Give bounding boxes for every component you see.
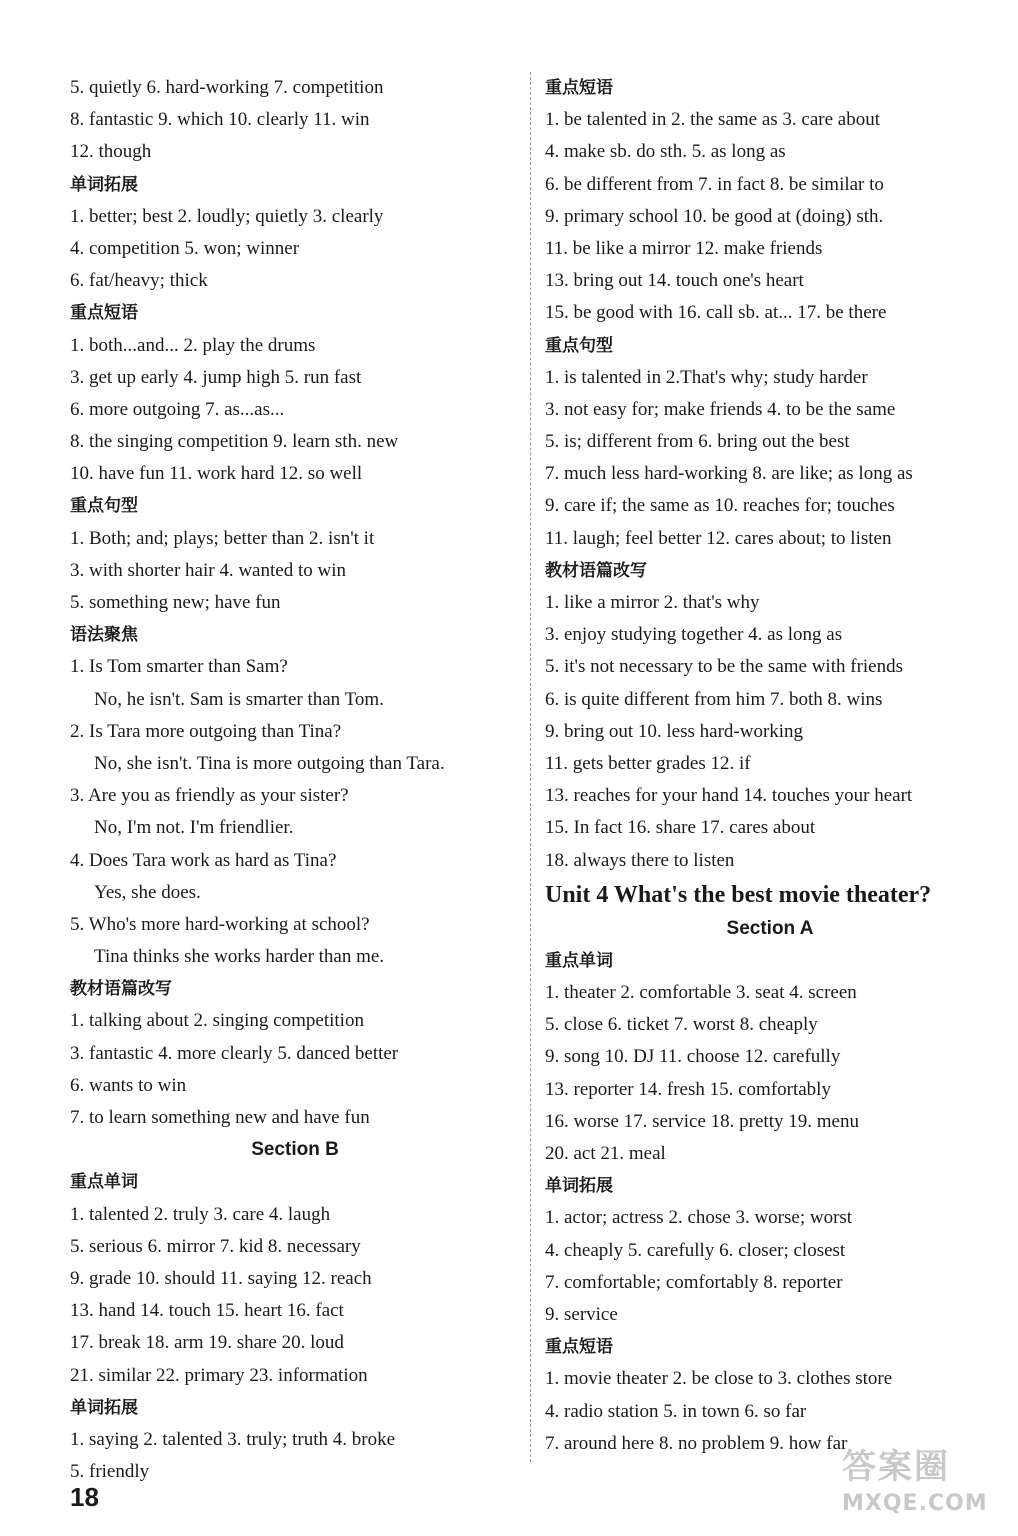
answer-line: 13. reaches for your hand 14. touches your heart bbox=[545, 785, 913, 807]
answer-line: 9. service bbox=[545, 1303, 618, 1325]
answer-line: 3. not easy for; make friends 4. to be the same bbox=[545, 398, 896, 420]
answer-line: 1. theater 2. comfortable 3. seat 4. screen bbox=[545, 982, 857, 1004]
answer-line: 5. something new; have fun bbox=[70, 592, 281, 613]
answer-line: 5. serious 6. mirror 7. kid 8. necessary bbox=[70, 1235, 361, 1257]
answer-line: 1. saying 2. talented 3. truly; truth 4. broke bbox=[70, 1428, 396, 1450]
answer-line: 7. around here 8. no problem 9. how far bbox=[545, 1432, 848, 1454]
answer-line: 5. Who's more hard-working at school? bbox=[70, 913, 370, 935]
section-heading: 重点单词 bbox=[545, 950, 613, 971]
answer-line: 12. though bbox=[70, 141, 152, 163]
answer-line: 6. be different from 7. in fact 8. be similar to bbox=[545, 173, 884, 195]
answer-line: 16. worse 17. service 18. pretty 19. menu bbox=[545, 1110, 859, 1132]
section-heading: 单词拓展 bbox=[545, 1176, 613, 1197]
answer-line-indented: No, he isn't. Sam is smarter than Tom. bbox=[94, 688, 384, 710]
answer-line: 1. talented 2. truly 3. care 4. laugh bbox=[70, 1203, 331, 1225]
answer-line: 1. Both; and; plays; better than 2. isn't it bbox=[70, 527, 375, 549]
right-column bbox=[545, 72, 995, 1460]
answer-line: 5. quietly 6. hard-working 7. competition bbox=[70, 77, 384, 98]
answer-line: 7. to learn something new and have fun bbox=[70, 1107, 370, 1128]
answer-line: 13. hand 14. touch 15. heart 16. fact bbox=[70, 1300, 344, 1322]
answer-line: 1. both...and... 2. play the drums bbox=[70, 334, 316, 356]
answer-line: 4. make sb. do sth. 5. as long as bbox=[545, 141, 786, 163]
answer-line: 4. cheaply 5. carefully 6. closer; closest bbox=[545, 1239, 846, 1261]
answer-line: 1. better; best 2. loudly; quietly 3. clearly bbox=[70, 205, 384, 227]
answer-line: 2. Is Tara more outgoing than Tina? bbox=[70, 720, 342, 742]
answer-line: 5. close 6. ticket 7. worst 8. cheaply bbox=[545, 1014, 818, 1036]
answer-line: 1. actor; actress 2. chose 3. worse; worst bbox=[545, 1207, 853, 1229]
answer-line-indented: Tina thinks she works harder than me. bbox=[94, 946, 385, 968]
answer-line: 9. care if; the same as 10. reaches for; touches bbox=[545, 495, 895, 517]
answer-line: 4. Does Tara work as hard as Tina? bbox=[70, 849, 337, 871]
watermark-url: MXQE.COM bbox=[842, 1491, 988, 1516]
answer-line: 13. reporter 14. fresh 15. comfortably bbox=[545, 1078, 831, 1100]
section-heading: 单词拓展 bbox=[70, 174, 138, 195]
answer-line: 4. radio station 5. in town 6. so far bbox=[545, 1400, 807, 1422]
answer-line: 1. talking about 2. singing competition bbox=[70, 1010, 364, 1032]
answer-line: 1. movie theater 2. be close to 3. clothes store bbox=[545, 1368, 893, 1390]
section-heading: 重点单词 bbox=[70, 1172, 138, 1193]
section-heading: 教材语篇改写 bbox=[545, 560, 647, 581]
watermark-logo-text: 答案圈 bbox=[842, 1447, 950, 1487]
page-number: 18 bbox=[70, 1482, 99, 1512]
answer-line: 17. break 18. arm 19. share 20. loud bbox=[70, 1332, 344, 1354]
section-heading: 单词拓展 bbox=[70, 1397, 138, 1418]
section-heading: 重点短语 bbox=[70, 303, 138, 324]
answer-line: 3. with shorter hair 4. wanted to win bbox=[70, 559, 346, 581]
answer-line: 8. the singing competition 9. learn sth. new bbox=[70, 431, 399, 453]
answer-line: 6. more outgoing 7. as...as... bbox=[70, 398, 285, 420]
answer-line: 3. get up early 4. jump high 5. run fast bbox=[70, 366, 362, 388]
answer-line: 7. comfortable; comfortably 8. reporter bbox=[545, 1271, 843, 1293]
answer-line: 9. bring out 10. less hard-working bbox=[545, 720, 804, 742]
answer-line-indented: No, I'm not. I'm friendlier. bbox=[94, 817, 294, 839]
section-title: Section A bbox=[726, 917, 814, 939]
answer-line: 15. be good with 16. call sb. at... 17. be there bbox=[545, 302, 887, 324]
answer-line: 9. primary school 10. be good at (doing) sth. bbox=[545, 205, 884, 227]
left-column bbox=[70, 72, 520, 1488]
answer-line: 21. similar 22. primary 23. information bbox=[70, 1364, 368, 1386]
section-title: Section B bbox=[251, 1139, 339, 1161]
section-heading: 重点句型 bbox=[70, 496, 138, 517]
answer-line-indented: Yes, she does. bbox=[94, 881, 201, 903]
answer-line: 15. In fact 16. share 17. cares about bbox=[545, 817, 816, 839]
answer-line: 1. is talented in 2.That's why; study harder bbox=[545, 366, 868, 388]
answer-line-indented: No, she isn't. Tina is more outgoing than Tara. bbox=[94, 752, 445, 774]
section-heading: 重点句型 bbox=[545, 335, 613, 356]
answer-line: 5. it's not necessary to be the same with friends bbox=[545, 656, 904, 678]
answer-line: 13. bring out 14. touch one's heart bbox=[545, 270, 804, 292]
answer-line: 3. enjoy studying together 4. as long as bbox=[545, 624, 843, 646]
answer-line: 3. Are you as friendly as your sister? bbox=[70, 785, 349, 807]
answer-line: 1. like a mirror 2. that's why bbox=[545, 592, 760, 613]
answer-line: 6. wants to win bbox=[70, 1074, 187, 1096]
answer-line: 4. competition 5. won; winner bbox=[70, 237, 300, 259]
answer-line: 18. always there to listen bbox=[545, 849, 735, 871]
section-heading: 重点短语 bbox=[545, 1337, 613, 1358]
answer-line: 1. Is Tom smarter than Sam? bbox=[70, 656, 288, 678]
answer-line: 8. fantastic 9. which 10. clearly 11. win bbox=[70, 109, 370, 131]
column-divider bbox=[530, 72, 531, 1462]
answer-line: 5. is; different from 6. bring out the best bbox=[545, 431, 850, 453]
answer-line: 6. fat/heavy; thick bbox=[70, 270, 208, 292]
answer-line: 6. is quite different from him 7. both 8. wins bbox=[545, 688, 883, 710]
answer-line: 11. laugh; feel better 12. cares about; to listen bbox=[545, 527, 892, 549]
section-heading: 语法聚焦 bbox=[70, 625, 138, 646]
site-watermark bbox=[842, 1445, 1010, 1531]
answer-line: 11. be like a mirror 12. make friends bbox=[545, 237, 823, 259]
answer-line: 1. be talented in 2. the same as 3. care about bbox=[545, 109, 881, 131]
section-heading: 重点短语 bbox=[545, 78, 613, 98]
answer-line: 9. grade 10. should 11. saying 12. reach bbox=[70, 1267, 372, 1289]
answer-line: 3. fantastic 4. more clearly 5. danced better bbox=[70, 1042, 399, 1064]
answer-line: 5. friendly bbox=[70, 1461, 150, 1483]
answer-line: 11. gets better grades 12. if bbox=[545, 752, 751, 774]
answer-line: 7. much less hard-working 8. are like; as long as bbox=[545, 463, 913, 485]
answer-line: 10. have fun 11. work hard 12. so well bbox=[70, 463, 363, 485]
answer-line: 9. song 10. DJ 11. choose 12. carefully bbox=[545, 1046, 841, 1068]
unit-title: Unit 4 What's the best movie theater? bbox=[545, 881, 932, 908]
section-heading: 教材语篇改写 bbox=[70, 979, 172, 1000]
answer-line: 20. act 21. meal bbox=[545, 1143, 666, 1164]
